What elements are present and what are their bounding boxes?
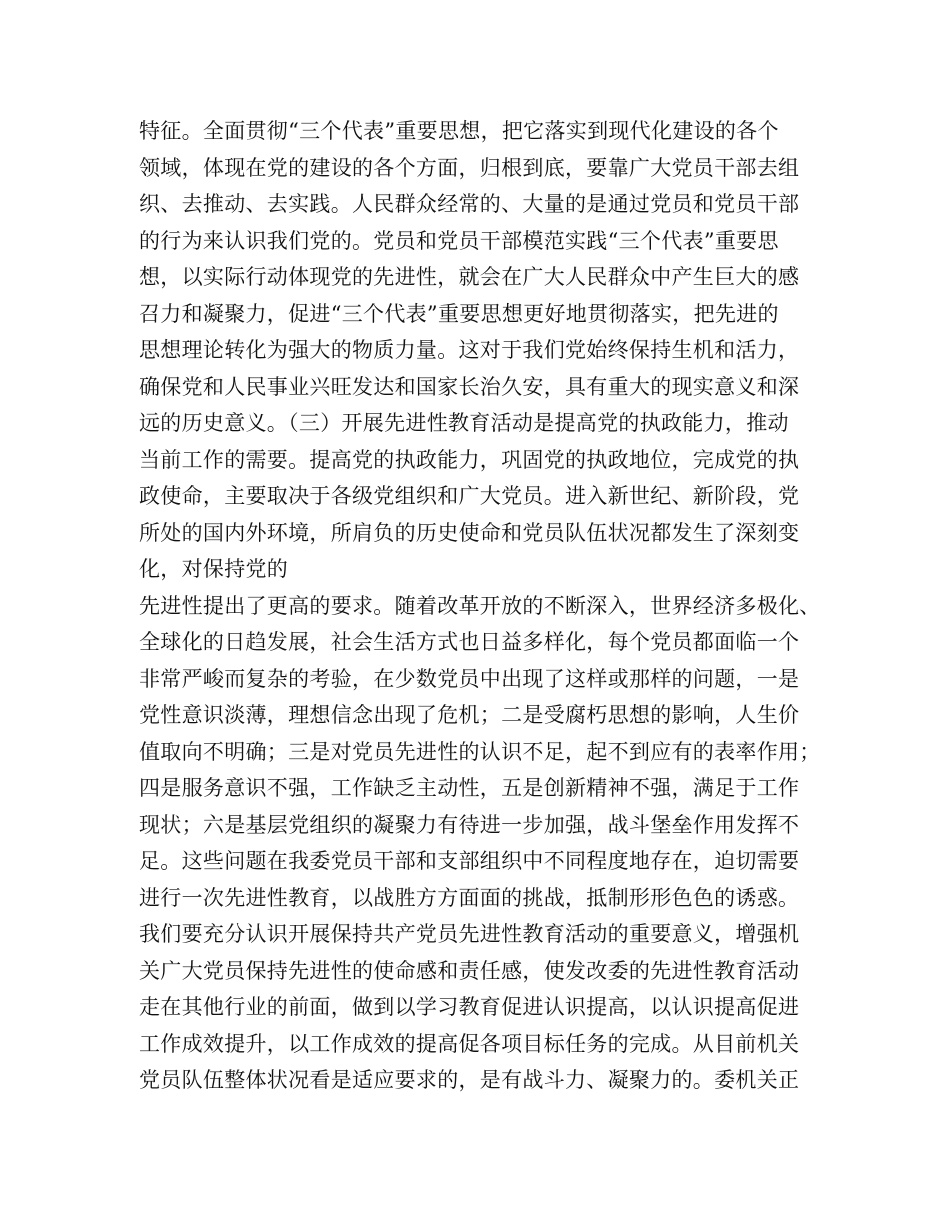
text-line: 先进性提出了更高的要求。随着改革开放的不断深入，世界经济多极化、 bbox=[139, 593, 821, 618]
text-line: 确保党和人民事业兴旺发达和国家长治久安，具有重大的现实意义和深 bbox=[139, 374, 800, 399]
text-line: 所处的国内外环境，所肩负的历史使命和党员队伍状况都发生了深刻变 bbox=[139, 520, 800, 545]
text-line: 现状；六是基层党组织的凝聚力有待进一步加强，战斗堡垒作用发挥不 bbox=[139, 812, 800, 837]
text-line: 化，对保持党的 bbox=[139, 557, 289, 581]
text-line: 足。这些问题在我委党员干部和支部组织中不同程度地存在，迫切需要 bbox=[139, 849, 800, 873]
text-line: 远的历史意义。（三）开展先进性教育活动是提高党的执政能力，推动 bbox=[139, 411, 789, 435]
text-line: 非常严峻而复杂的考验，在少数党员中出现了这样或那样的问题，一是 bbox=[139, 666, 800, 691]
text-line: 领域，体现在党的建设的各个方面，归根到底，要靠广大党员干部去组 bbox=[139, 155, 800, 180]
text-line: 进行一次先进性教育，以战胜方方面面的挑战，抵制形形色色的诱惑。 bbox=[139, 885, 800, 910]
text-line: 特征。全面贯彻“三个代表”重要思想，把它落实到现代化建设的各个 bbox=[139, 119, 779, 143]
text-line: 的行为来认识我们党的。党员和党员干部模范实践“三个代表”重要思 bbox=[139, 228, 779, 253]
text-line: 四是服务意识不强，工作缺乏主动性，五是创新精神不强，满足于工作 bbox=[139, 776, 800, 800]
body-text bbox=[139, 113, 829, 1099]
text-line: 想，以实际行动体现党的先进性，就会在广大人民群众中产生巨大的感 bbox=[139, 265, 800, 289]
text-line: 织、去推动、去实践。人民群众经常的、大量的是通过党员和党员干部 bbox=[139, 192, 800, 216]
text-line: 我们要充分认识开展保持共产党员先进性教育活动的重要意义，增强机 bbox=[139, 922, 800, 946]
text-line: 党员队伍整体状况看是适应要求的，是有战斗力、凝聚力的。委机关正 bbox=[139, 1068, 800, 1092]
text-line: 思想理论转化为强大的物质力量。这对于我们党始终保持生机和活力， bbox=[139, 338, 800, 362]
text-line: 值取向不明确；三是对党员先进性的认识不足，起不到应有的表率作用； bbox=[139, 739, 821, 764]
text-line: 召力和凝聚力，促进“三个代表”重要思想更好地贯彻落实，把先进的 bbox=[139, 301, 779, 326]
text-line: 政使命，主要取决于各级党组织和广大党员。进入新世纪、新阶段，党 bbox=[139, 484, 800, 508]
text-line: 走在其他行业的前面，做到以学习教育促进认识提高，以认识提高促进 bbox=[139, 995, 800, 1019]
text-line: 关广大党员保持先进性的使命感和责任感，使发改委的先进性教育活动 bbox=[139, 958, 800, 983]
text-line: 当前工作的需要。提高党的执政能力，巩固党的执政地位，完成党的执 bbox=[139, 447, 800, 472]
text-line: 党性意识淡薄，理想信念出现了危机；二是受腐朽思想的影响，人生价 bbox=[139, 703, 800, 727]
text-line: 工作成效提升，以工作成效的提高促各项目标任务的完成。从目前机关 bbox=[139, 1031, 800, 1056]
text-line: 全球化的日趋发展，社会生活方式也日益多样化，每个党员都面临一个 bbox=[139, 630, 800, 654]
